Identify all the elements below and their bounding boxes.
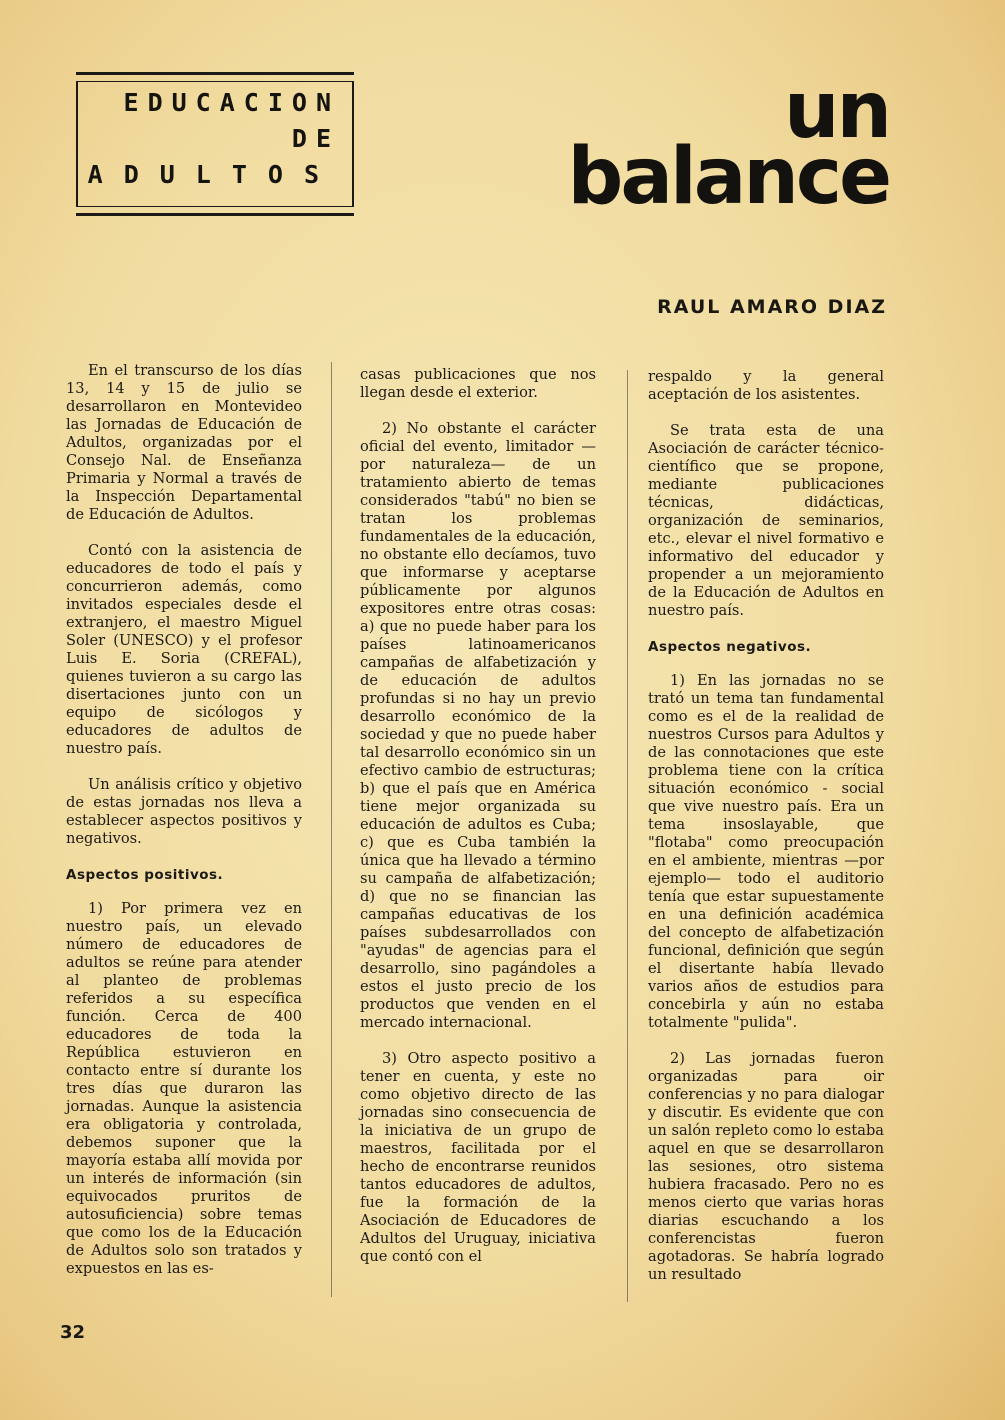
section-label-line-3: ADULTOS <box>87 160 340 189</box>
paragraph: 1) Por primera vez en nuestro país, un elevado número de educadores de adultos se reúne para atender al planteo de problemas referidos a su específica función. Cerca de 400 educadores de toda la República estuvieron en contacto entre sí durante los tres días que duraron las jornadas. Aunque la asistencia era obligatoria y controlada, debemos suponer que la mayoría estaba allí movida por un interés de información (sin equivocados pruritos de autosuficiencia) sobre temas que como los de la Educación de Adultos solo son tratados y expuestos en las es- <box>66 900 302 1277</box>
article-title-line-1: un <box>783 66 889 156</box>
section-label-box <box>76 72 354 216</box>
paragraph: Un análisis crítico y objetivo de estas jornadas nos lleva a establecer aspectos positivos y negativos. <box>66 776 302 847</box>
paragraph: casas publicaciones que nos llegan desde el exterior. <box>360 366 596 401</box>
text-column-2 <box>360 366 596 1284</box>
section-label-line-2: DE <box>291 124 340 153</box>
paragraph: 2) No obstante el carácter oficial del evento, limitador —por naturaleza— de un tratamiento abierto de temas considerados "tabú" no bien se tratan los problemas fundamentales de la educación, no obstante ello decíamos, tuvo que informarse y aceptarse públicamente por algunos expositores entre otras cosas: a) que no puede haber para los países latinoamericanos campañas de alfabetización y de educación de adultos profundas si no hay un previo desarrollo económico de la sociedad y que no puede haber tal desarrollo económico sin un efectivo cambio de estructuras; b) que el país que en América tiene mejor organizada su educación de adultos es Cuba; c) que es Cuba también la única que ha llevado a término su campaña de alfabetización; d) que no se financian las campañas educativas de los países subdesarrollados con "ayudas" de agencias para el desarrollo, sino pagándoles a estos el justo precio de los productos que venden en el mercado internacional. <box>360 420 596 1031</box>
paragraph: En el transcurso de los días 13, 14 y 15 de julio se desarrollaron en Montevideo las Jornadas de Educación de Adultos, organizadas por el Consejo Nal. de Enseñanza Primaria y Normal a través de la Inspección Departamental de Educación de Adultos. <box>66 362 302 523</box>
text-column-3 <box>648 368 884 1302</box>
column-divider-1 <box>331 362 332 1297</box>
article-title-line-2: balance <box>567 132 889 222</box>
page-number: 32 <box>60 1322 86 1343</box>
section-label-line-1: EDUCACION <box>123 88 340 117</box>
column-divider-2 <box>627 370 628 1302</box>
paragraph: 2) Las jornadas fueron organizadas para oir conferencias y no para dialogar y discutir. Es evidente que con un salón repleto como lo estaba aquel en que se desarrollaron las sesiones, otro sistema hubiera fracasado. Pero no es menos cierto que varias horas diarias escuchando a los conferencistas fueron agotadoras. Se habría logrado un resultado <box>648 1050 884 1283</box>
author-byline: RAUL AMARO DIAZ <box>657 296 887 318</box>
text-column-1 <box>66 362 302 1296</box>
subheading-negative: Aspectos negativos. <box>648 639 812 655</box>
paragraph: Se trata esta de una Asociación de carácter técnico-científico que se propone, mediante publicaciones técnicas, didácticas, organización de seminarios, etc., elevar el nivel formativo e informativo del educador y propender a un mejoramiento de la Educación de Adultos en nuestro país. <box>648 422 884 619</box>
paragraph: respaldo y la general aceptación de los asistentes. <box>648 368 884 403</box>
subheading-positive: Aspectos positivos. <box>66 867 224 883</box>
paragraph: 3) Otro aspecto positivo a tener en cuenta, y este no como objetivo directo de las jornadas sino consecuencia de la iniciativa de un grupo de maestros, facilitada por el hecho de encontrarse reunidos tantos educadores de adultos, fue la formación de la Asociación de Educadores de Adultos del Uruguay, iniciativa que contó con el <box>360 1050 596 1265</box>
paragraph: 1) En las jornadas no se trató un tema tan fundamental como es el de la realidad de nuestros Cursos para Adultos y de las connotaciones que este problema tiene con la crítica situación económico - social que vive nuestro país. Era un tema insoslayable, que "flotaba" como preocupación en el ambiente, mientras —por ejemplo— todo el auditorio tenía que estar supuestamente en una definición académica del concepto de alfabetización funcional, definición que según el disertante había llevado varios años de estudios para concebirla y aún no estaba totalmente "pulida". <box>648 672 884 1031</box>
paragraph: Contó con la asistencia de educadores de todo el país y concurrieron además, como invitados especiales desde el extranjero, el maestro Miguel Soler (UNESCO) y el profesor Luis E. Soria (CREFAL), quienes tuvieron a su cargo las disertaciones junto con un equipo de sicólogos y educadores de adultos de nuestro país. <box>66 542 302 757</box>
